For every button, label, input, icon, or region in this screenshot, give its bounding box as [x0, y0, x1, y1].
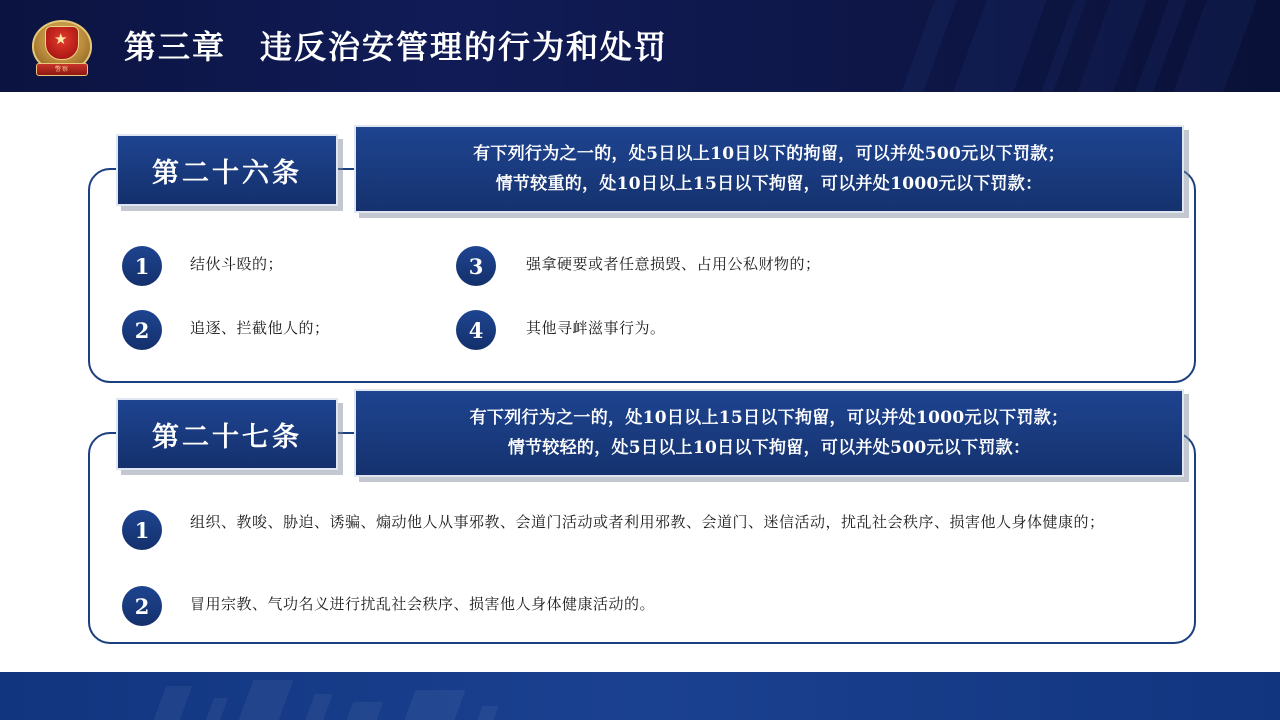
list-item-number: 2	[122, 586, 162, 626]
summary-line-2: 情节较轻的，处5日以上10日以下拘留，可以并处500元以下罚款：	[507, 438, 1031, 458]
article-title-chip: 第二十六条	[116, 134, 338, 206]
list-item-number: 4	[456, 310, 496, 350]
list-item-number: 2	[122, 310, 162, 350]
list-item: 结伙斗殴的；	[190, 256, 284, 273]
header-decoration	[580, 0, 1280, 92]
list-item-number: 1	[122, 246, 162, 286]
list-item-number: 1	[122, 510, 162, 550]
list-item: 追逐、拦截他人的；	[190, 320, 330, 337]
page-title: 第三章 违反治安管理的行为和处罚	[124, 28, 669, 66]
list-item: 强拿硬要或者任意损毁、占用公私财物的；	[526, 256, 821, 273]
emblem-banner-label: 警察	[36, 63, 88, 76]
summary-line-1: 有下列行为之一的，处5日以上10日以下的拘留，可以并处500元以下罚款；	[473, 144, 1065, 164]
list-item: 组织、教唆、胁迫、诱骗、煽动他人从事邪教、会道门活动或者利用邪教、会道门、迷信活动，扰乱社会秩序、损害他人身体健康的；	[190, 514, 1105, 531]
slide-header	[0, 0, 1280, 92]
summary-line-1: 有下列行为之一的，处10日以上15日以下拘留，可以并处1000元以下罚款；	[469, 408, 1069, 428]
police-emblem-icon: ★ 警察	[28, 14, 96, 78]
footer-decoration	[150, 672, 650, 720]
article-section-27	[88, 408, 1196, 644]
list-item: 冒用宗教、气功名义进行扰乱社会秩序、损害他人身体健康活动的。	[190, 596, 656, 613]
list-item: 其他寻衅滋事行为。	[526, 320, 666, 337]
summary-line-2: 情节较重的，处10日以上15日以下拘留，可以并处1000元以下罚款：	[495, 174, 1043, 194]
list-item-number: 3	[456, 246, 496, 286]
article-summary-box	[354, 125, 1184, 213]
slide-footer	[0, 672, 1280, 720]
article-section-26	[88, 144, 1196, 383]
article-summary-box	[354, 389, 1184, 477]
article-title-chip: 第二十七条	[116, 398, 338, 470]
